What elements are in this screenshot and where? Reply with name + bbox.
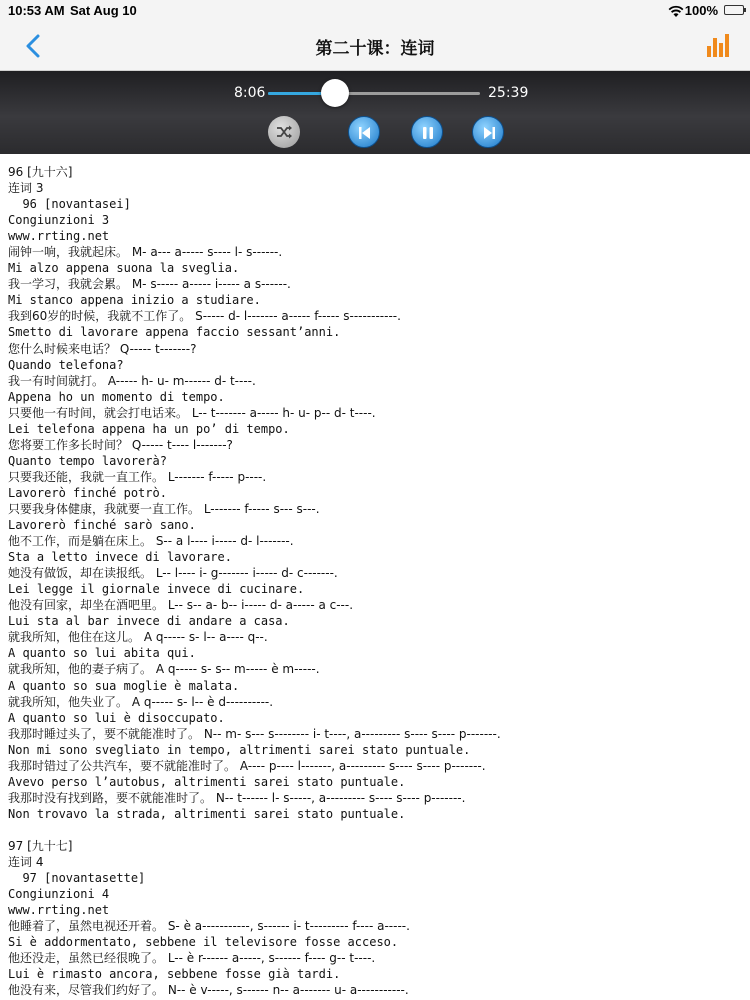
lesson-lines xyxy=(8,164,501,998)
nav-bar xyxy=(0,22,750,71)
text-line: 他睡着了，虽然电视还开着。 S- è a-----------, s------ i- t--------- f---- a-----. xyxy=(8,919,410,934)
text-line: 我那时没有找到路，要不就能准时了。 N-- t------ l- s-----, a--------- s---- s---- p-------. xyxy=(8,790,466,805)
text-line: Appena ho un momento di tempo. xyxy=(8,389,225,404)
seek-thumb[interactable] xyxy=(321,79,349,107)
text-line: Lui è rimasto ancora, sebbene fosse già tardi. xyxy=(8,967,341,982)
skip-next-icon xyxy=(473,117,505,149)
text-line: 她没有做饭，却在读报纸。 L-- l---- i- g------- i----- d- c-------. xyxy=(8,566,338,581)
text-line: 96 [novantasei] xyxy=(8,197,131,212)
shuffle-icon xyxy=(268,116,300,148)
text-line: 只要我还能，我就一直工作。 L------- f----- p----. xyxy=(8,469,267,484)
text-line xyxy=(8,822,501,838)
text-line: Si è addormentato, sebbene il televisore fosse acceso. xyxy=(8,935,399,950)
text-line: 97 [九十七] xyxy=(8,838,73,853)
text-line: 我一有时间就打。 A----- h- u- m------ d- t----. xyxy=(8,373,256,388)
elapsed-time: 8:06 xyxy=(234,85,266,101)
next-button[interactable] xyxy=(472,116,504,148)
text-line: 我到60岁的时候，我就不工作了。 S----- d- l------- a----- f----- s-----------. xyxy=(8,309,401,324)
battery-icon xyxy=(724,5,744,15)
text-line: Lei legge il giornale invece di cucinare. xyxy=(8,582,305,597)
skip-previous-icon xyxy=(349,117,381,149)
text-line: Non trovavo la strada, altrimenti sarei stato puntuale. xyxy=(8,806,406,821)
text-line: Congiunzioni 3 xyxy=(8,213,110,228)
text-line: 我那时错过了公共汽车，要不就能准时了。 A---- p---- l-------, a--------- s---- s---- p-------. xyxy=(8,758,486,773)
text-line: Smetto di lavorare appena faccio sessant’anni. xyxy=(8,325,341,340)
text-line: 就我所知，他住在这儿。 A q----- s- l-- a---- q--. xyxy=(8,630,268,645)
text-line: Congiunzioni 4 xyxy=(8,887,110,902)
battery-percent: 100% xyxy=(684,3,718,18)
pause-icon xyxy=(412,117,444,149)
text-line: 闹钟一响，我就起床。 M- a--- a----- s---- l- s------. xyxy=(8,245,283,260)
text-line: 我那时睡过头了，要不就能准时了。 N-- m- s--- s-------- i- t----, a--------- s---- s---- p-------. xyxy=(8,726,501,741)
text-line: Quanto tempo lavorerà? xyxy=(8,453,167,468)
seek-track[interactable] xyxy=(268,92,480,95)
bar-chart-icon[interactable] xyxy=(706,32,732,58)
text-line: Lavorerò finché sarò sano. xyxy=(8,518,196,533)
text-line: 只要我身体健康，我就要一直工作。 L------- f----- s--- s---. xyxy=(8,501,320,516)
text-line: A quanto so sua moglie è malata. xyxy=(8,678,240,693)
lesson-text[interactable] xyxy=(0,154,750,1000)
text-line: Quando telefona? xyxy=(8,357,124,372)
text-line: 他还没走，虽然已经很晚了。 L-- è r------ a-----, s------ f---- g-- t----. xyxy=(8,951,376,966)
text-line: Mi stanco appena inizio a studiare. xyxy=(8,293,261,308)
text-line: Mi alzo appena suona la sveglia. xyxy=(8,261,240,276)
total-duration: 25:39 xyxy=(488,85,529,101)
text-line: A quanto so lui è disoccupato. xyxy=(8,710,225,725)
text-line: 您将要工作多长时间？ Q----- t---- l-------? xyxy=(8,437,233,452)
text-line: A quanto so lui abita qui. xyxy=(8,646,196,661)
text-line: Avevo perso l’autobus, altrimenti sarei stato puntuale. xyxy=(8,774,406,789)
text-line: www.rrting.net xyxy=(8,229,110,244)
text-line: www.rrting.net xyxy=(8,903,110,918)
text-line: 他没有回家，却坐在酒吧里。 L-- s-- a- b-- i----- d- a----- a c---. xyxy=(8,598,354,613)
shuffle-button[interactable] xyxy=(268,116,300,148)
text-line: 只要他一有时间，就会打电话来。 L-- t------- a----- h- u- p-- d- t----. xyxy=(8,405,376,420)
text-line: 96 [九十六] xyxy=(8,165,73,179)
previous-button[interactable] xyxy=(348,116,380,148)
status-time: 10:53 AM xyxy=(8,3,65,18)
text-line: 就我所知，他的妻子病了。 A q----- s- s-- m----- è m-----. xyxy=(8,662,320,677)
text-line: Non mi sono svegliato in tempo, altrimenti sarei stato puntuale. xyxy=(8,742,471,757)
text-line: 就我所知，他失业了。 A q----- s- l-- è d----------. xyxy=(8,694,274,709)
status-bar xyxy=(0,0,750,22)
text-line: Lavorerò finché potrò. xyxy=(8,485,167,500)
audio-player xyxy=(0,71,750,154)
text-line: Lui sta al bar invece di andare a casa. xyxy=(8,614,290,629)
text-line: Lei telefona appena ha un po’ di tempo. xyxy=(8,421,290,436)
text-line: 您什么时候来电话？ Q----- t-------? xyxy=(8,341,197,356)
text-line: 我一学习，我就会累。 M- s----- a----- i----- a s------. xyxy=(8,277,291,292)
status-date: Sat Aug 10 xyxy=(70,3,137,18)
text-line: 连词 4 xyxy=(8,855,44,870)
page-title: 第二十课：连词 xyxy=(315,39,435,59)
pause-button[interactable] xyxy=(411,116,443,148)
text-line: 他没有来，尽管我们约好了。 N-- è v-----, s------ n-- a------- u- a-----------. xyxy=(8,983,409,998)
wifi-icon xyxy=(668,4,684,18)
text-line: 97 [novantasette] xyxy=(8,871,146,886)
text-line: 连词 3 xyxy=(8,181,44,196)
text-line: 他不工作，而是躺在床上。 S-- a l---- i----- d- l-------. xyxy=(8,534,294,549)
text-line: Sta a letto invece di lavorare. xyxy=(8,550,232,565)
